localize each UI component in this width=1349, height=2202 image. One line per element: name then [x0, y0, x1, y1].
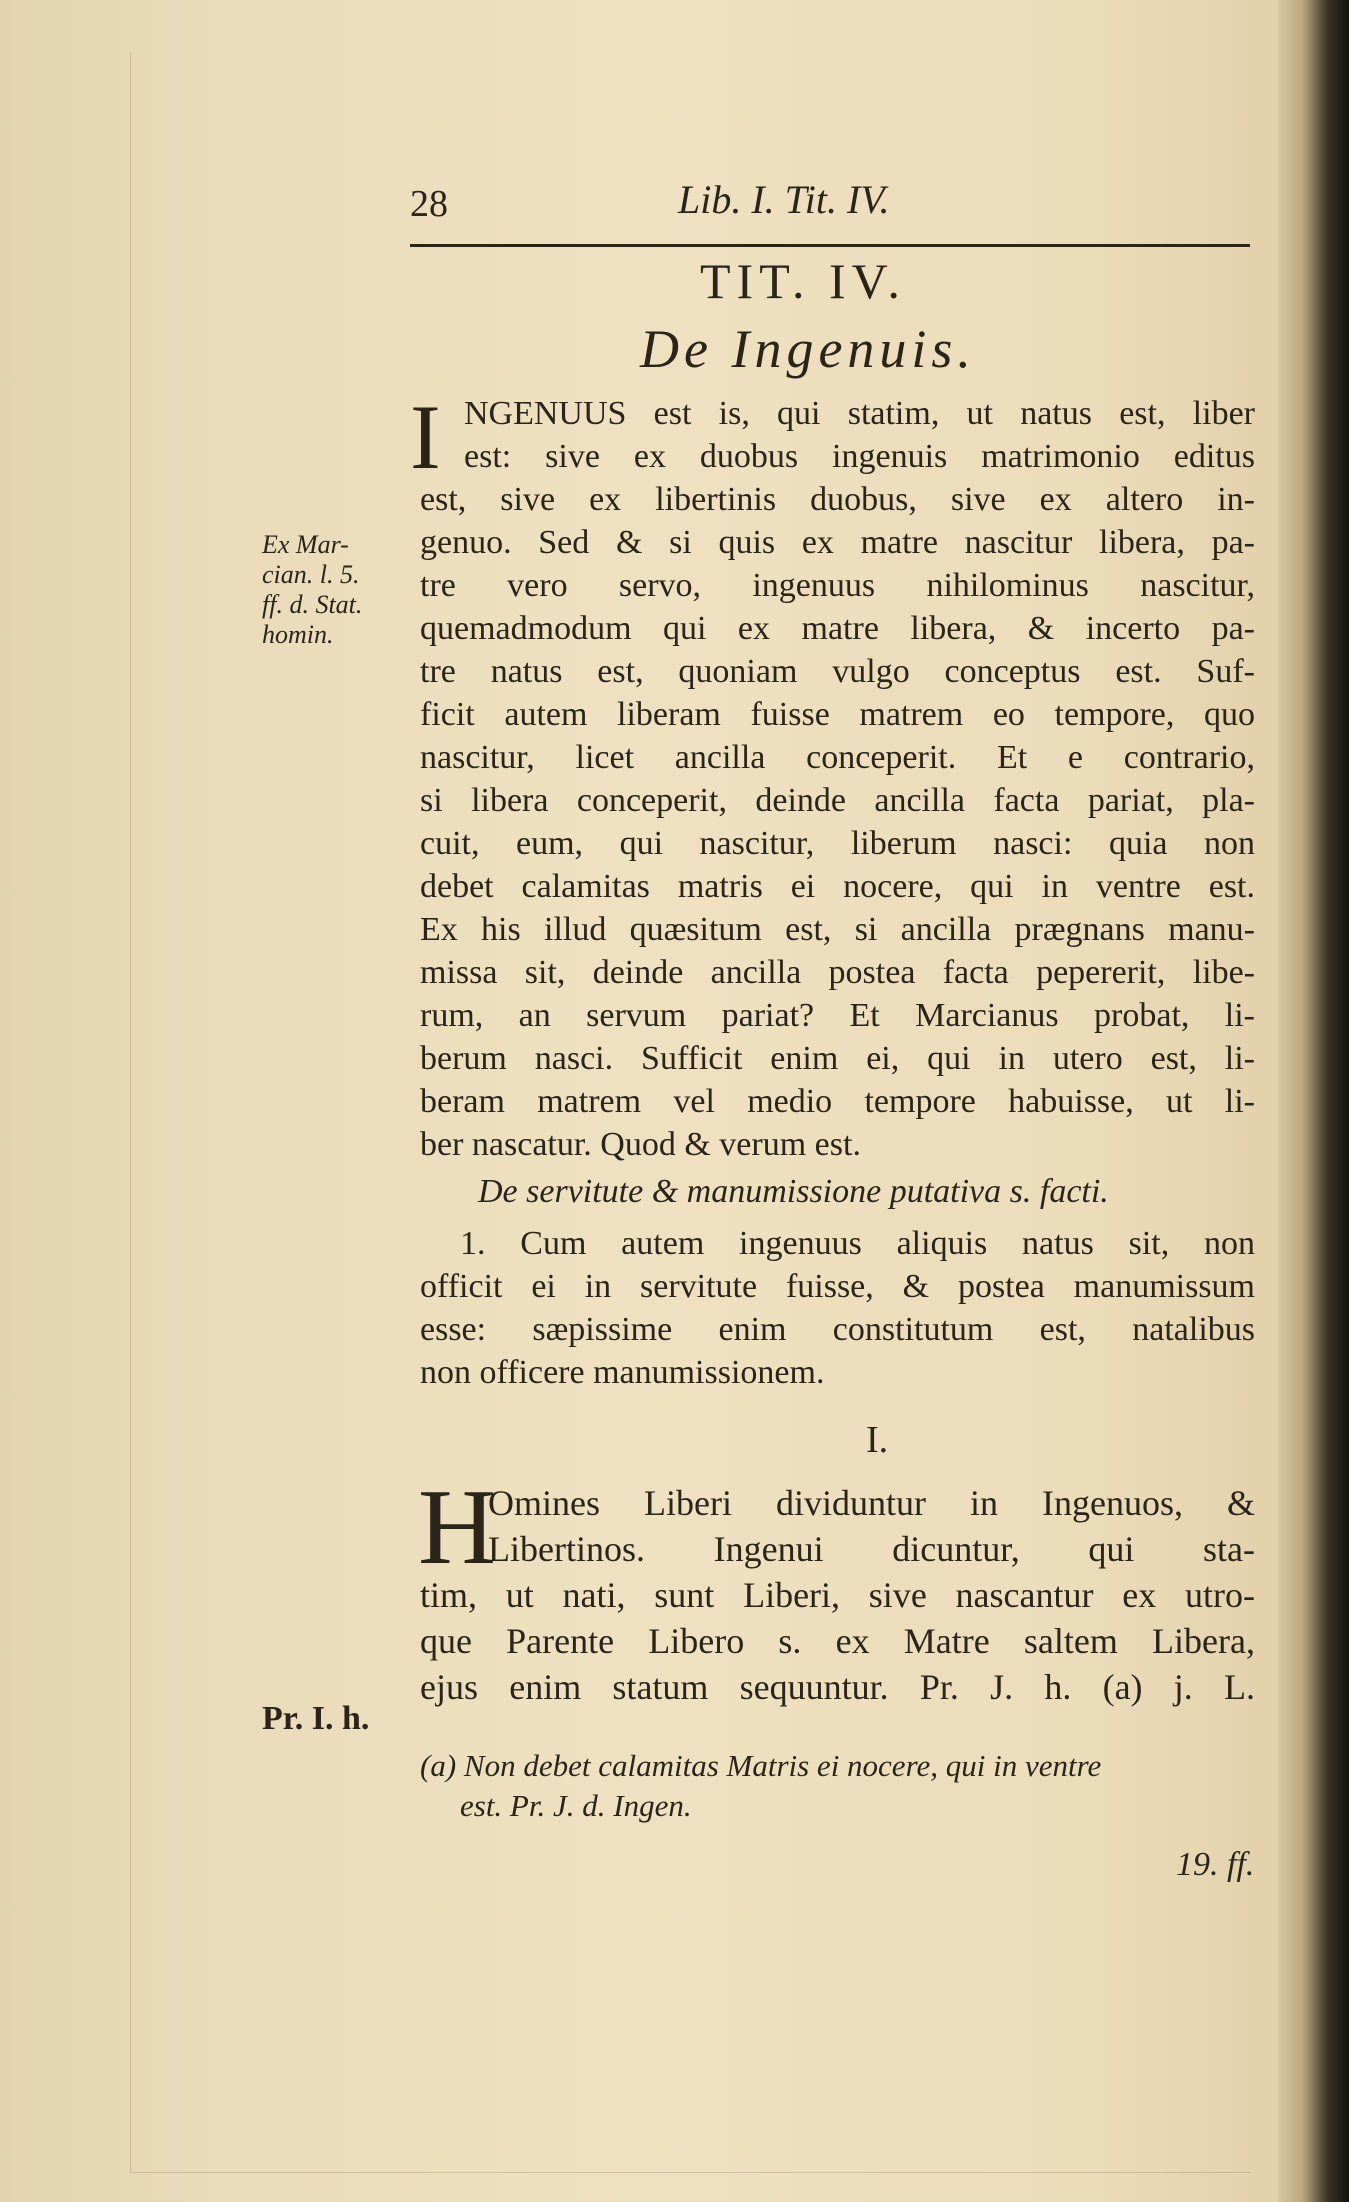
- text-line: quemadmodum qui ex matre libera, & incerto pa-: [420, 610, 1255, 647]
- page-edge-shadow: [1278, 0, 1349, 2202]
- text-line: Libertinos. Ingenui dicuntur, qui sta-: [488, 1529, 1255, 1569]
- text-line: beram matrem vel medio tempore habuisse, ut li-: [420, 1083, 1255, 1120]
- text-line: est, sive ex libertinis duobus, sive ex altero in-: [420, 481, 1255, 518]
- margin-note-line: Ex Mar-: [262, 530, 349, 559]
- text-line: tre vero servo, ingenuus nihilominus nascitur,: [420, 567, 1255, 604]
- text-line: nascitur, licet ancilla conceperit. Et e contrario,: [420, 739, 1255, 776]
- text-line: ejus enim statum sequuntur. Pr. J. h. (a) j. L.: [420, 1667, 1255, 1707]
- page-number: 28: [410, 183, 448, 225]
- text-line: Ex his illud quæsitum est, si ancilla prægnans manu-: [420, 911, 1255, 948]
- text-line: NGENUUS est is, qui statim, ut natus est, liber: [464, 395, 1255, 432]
- text-line: est: sive ex duobus ingenuis matrimonio editus: [464, 438, 1255, 475]
- section-subheading: De servitute & manumissione putativa s. facti.: [478, 1173, 1109, 1210]
- text-line: ficit autem liberam fuisse matrem eo tempore, quo: [420, 696, 1255, 733]
- text-line: officit ei in servitute fuisse, & postea manumissum: [420, 1268, 1255, 1305]
- page-header: [410, 168, 1250, 228]
- catchword: 19. ff.: [1176, 1846, 1255, 1883]
- title-subtitle: De Ingenuis.: [640, 319, 976, 379]
- text-line: non officere manumissionem.: [420, 1354, 825, 1391]
- paragraph-1: [420, 392, 1255, 1166]
- drop-initial-h: H: [418, 1468, 496, 1587]
- paragraph-2: [420, 1222, 1255, 1394]
- text-line: rum, an servum pariat? Et Marcianus probat, li-: [420, 997, 1255, 1034]
- margin-note-line: cian. l. 5.: [262, 560, 360, 589]
- text-line: 1. Cum autem ingenuus aliquis natus sit, non: [460, 1225, 1255, 1262]
- text-line: esse: sæpissime enim constitutum est, natalibus: [420, 1311, 1255, 1348]
- section-numeral: I.: [866, 1419, 889, 1461]
- margin-note: [262, 530, 362, 650]
- title-number: TIT. IV.: [700, 253, 906, 309]
- footnote: [420, 1746, 1255, 1826]
- footnote-line: est. Pr. J. d. Ingen.: [460, 1788, 692, 1823]
- paragraph-3: [418, 1468, 1255, 1710]
- text-line: berum nasci. Sufficit enim ei, qui in utero est, li-: [420, 1040, 1255, 1077]
- running-head: Lib. I. Tit. IV.: [678, 177, 890, 222]
- drop-initial-i: I: [410, 386, 441, 488]
- text-line: Omines Liberi dividuntur in Ingenuos, &: [488, 1483, 1255, 1523]
- margin-reference: Pr. I. h.: [262, 1700, 370, 1737]
- text-line: genuo. Sed & si quis ex matre nascitur libera, pa-: [420, 524, 1255, 561]
- text-line: debet calamitas matris ei nocere, qui in ventre est.: [420, 868, 1255, 905]
- text-line: cuit, eum, qui nascitur, liberum nasci: quia non: [420, 825, 1255, 862]
- text-line: ber nascatur. Quod & verum est.: [420, 1126, 861, 1163]
- text-line: missa sit, deinde ancilla postea facta pepererit, libe-: [420, 954, 1255, 991]
- header-rule: [410, 244, 1250, 247]
- text-line: si libera conceperit, deinde ancilla facta pariat, pla-: [420, 782, 1255, 819]
- footnote-line: (a) Non debet calamitas Matris ei nocere, qui in ventre: [420, 1748, 1102, 1783]
- margin-note-line: homin.: [262, 620, 334, 649]
- text-line: tre natus est, quoniam vulgo conceptus est. Suf-: [420, 653, 1255, 690]
- text-line: tim, ut nati, sunt Liberi, sive nascantur ex utro-: [420, 1575, 1255, 1615]
- text-line: que Parente Libero s. ex Matre saltem Libera,: [420, 1621, 1255, 1661]
- margin-note-line: ff. d. Stat.: [262, 590, 363, 619]
